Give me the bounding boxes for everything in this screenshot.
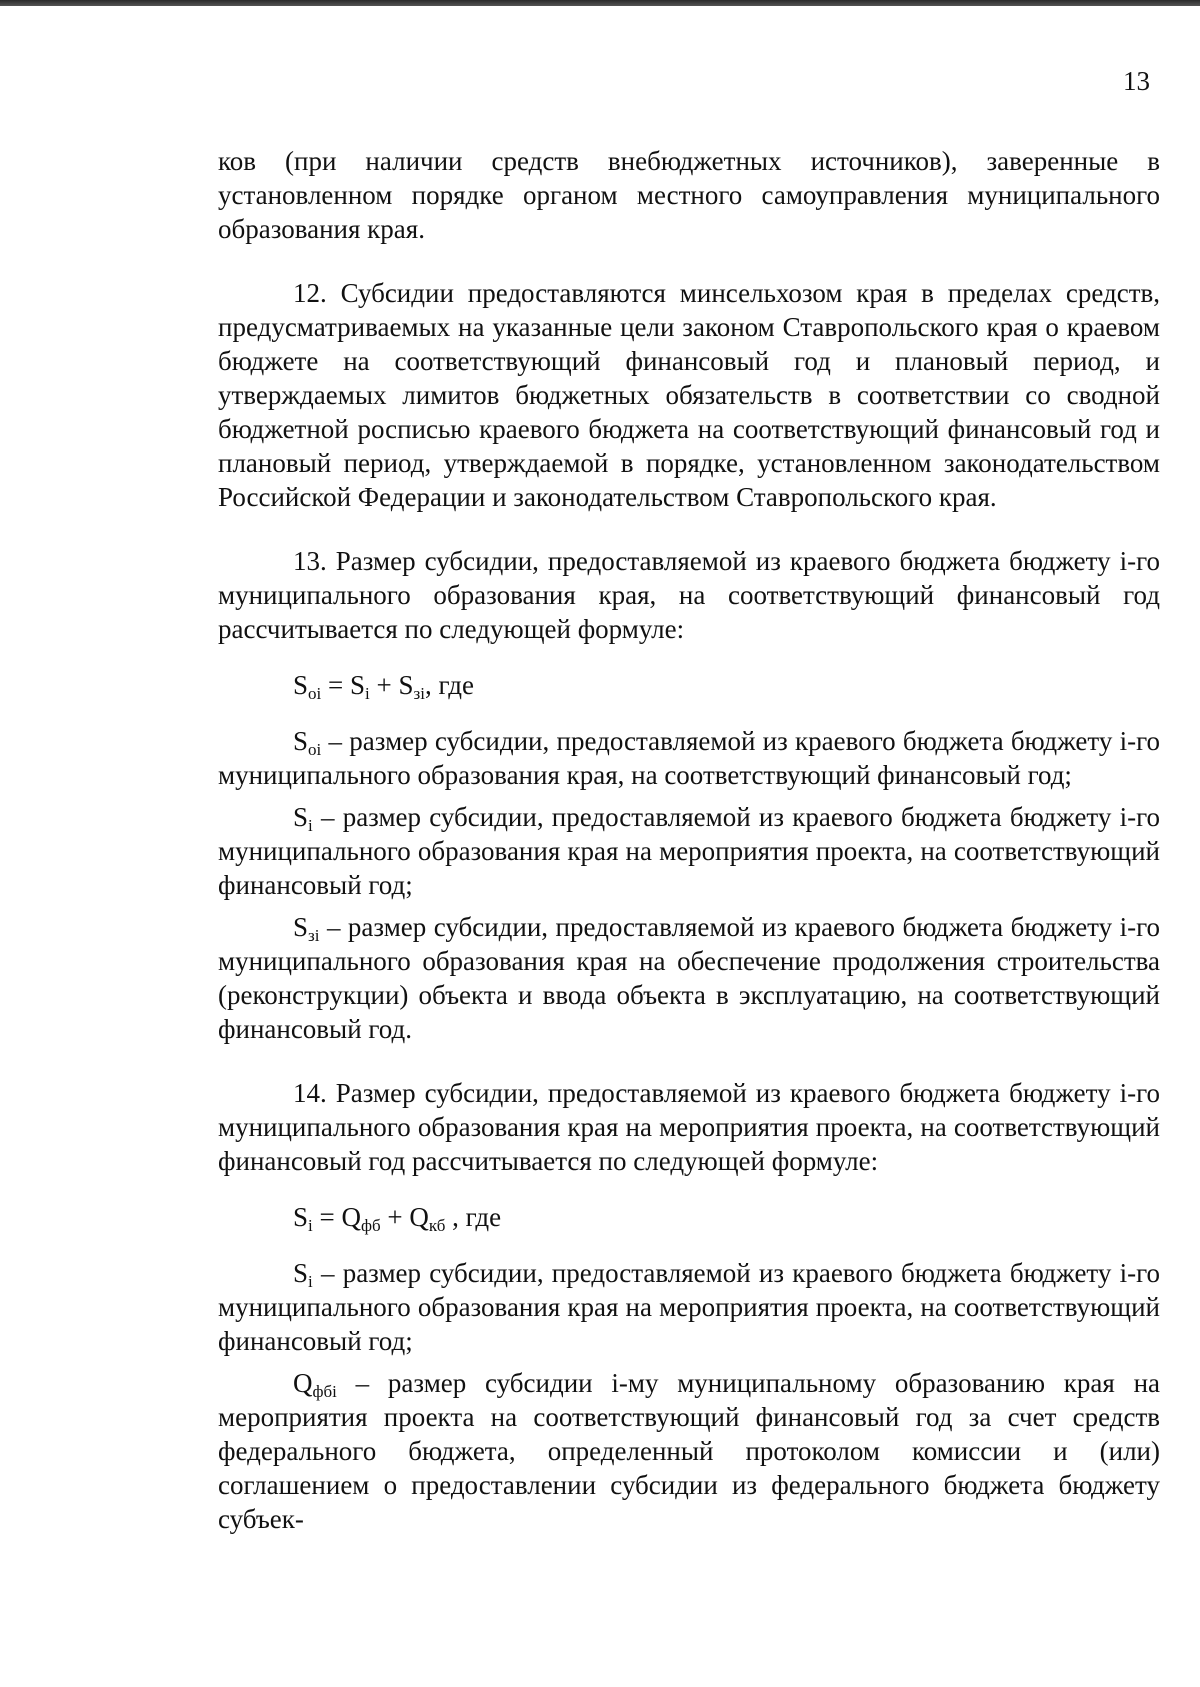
document-body — [218, 144, 1160, 1536]
definition-szi: $S_{зi}$ – размер субсидии, предоставляемой из краевого бюджета бюджету i-го муниципального образования края на обеспечение продолжения строительства (реконструкции) объекта и ввода объекта в эксплуатацию, на соответствующий финансовый год. — [218, 912, 1160, 1044]
paragraph-12: 12. Субсидии предоставляются минсельхозом края в пределах средств, предусматриваемых на указанные цели законом Ставропольского края о краевом бюджете на соответствующий финансовый год и плановый период, и утверждаемых лимитов бюджетных обязательств в соответствии со сводной бюджетной росписью краевого бюджета на соответствующий финансовый год и плановый период, утверждаемой в порядке, установленном законодательством Российской Федерации и законодательством Ставропольского края. — [218, 278, 1160, 512]
paragraph-13: 13. Размер субсидии, предоставляемой из краевого бюджета бюджету i-го муниципального образования края, на соответствующий финансовый год рассчитывается по следующей формуле: — [218, 546, 1160, 644]
definition-qfbi: $Q_{фбi}$ – размер субсидии i-му муниципальному образованию края на мероприятия проекта на соответствующий финансовый год за счет средств федерального бюджета, определенный протоколом комиссии и (или) соглашением о предоставлении субсидии из федерального бюджета бюджету субъек- — [218, 1368, 1160, 1534]
top-border-rule — [0, 0, 1200, 6]
formula-soi: $S_{oi} = S_i + S_{зi}$, где — [293, 670, 474, 703]
formula-si: $S_i = Q_{фб} + Q_{кб}$ , где — [293, 1202, 502, 1235]
definition-soi: $S_{oi}$ – размер субсидии, предоставляемой из краевого бюджета бюджету i-го муниципального образования края, на соответствующий финансовый год; — [218, 726, 1160, 790]
definition-si-second: $S_i$ – размер субсидии, предоставляемой из краевого бюджета бюджету i-го муниципального образования края на мероприятия проекта, на соответствующий финансовый год; — [218, 1258, 1160, 1356]
page-number: 13 — [1123, 66, 1150, 96]
paragraph-14: 14. Размер субсидии, предоставляемой из краевого бюджета бюджету i-го муниципального образования края на мероприятия проекта, на соответствующий финансовый год рассчитывается по следующей формуле: — [218, 1078, 1160, 1176]
definition-si: $S_i$ – размер субсидии, предоставляемой из краевого бюджета бюджету i-го муниципального образования края на мероприятия проекта, на соответствующий финансовый год; — [218, 802, 1160, 900]
paragraph-continuation: ков (при наличии средств внебюджетных источников), заверенные в установленном порядке органом местного самоуправления муниципального образования края. — [218, 146, 1160, 244]
